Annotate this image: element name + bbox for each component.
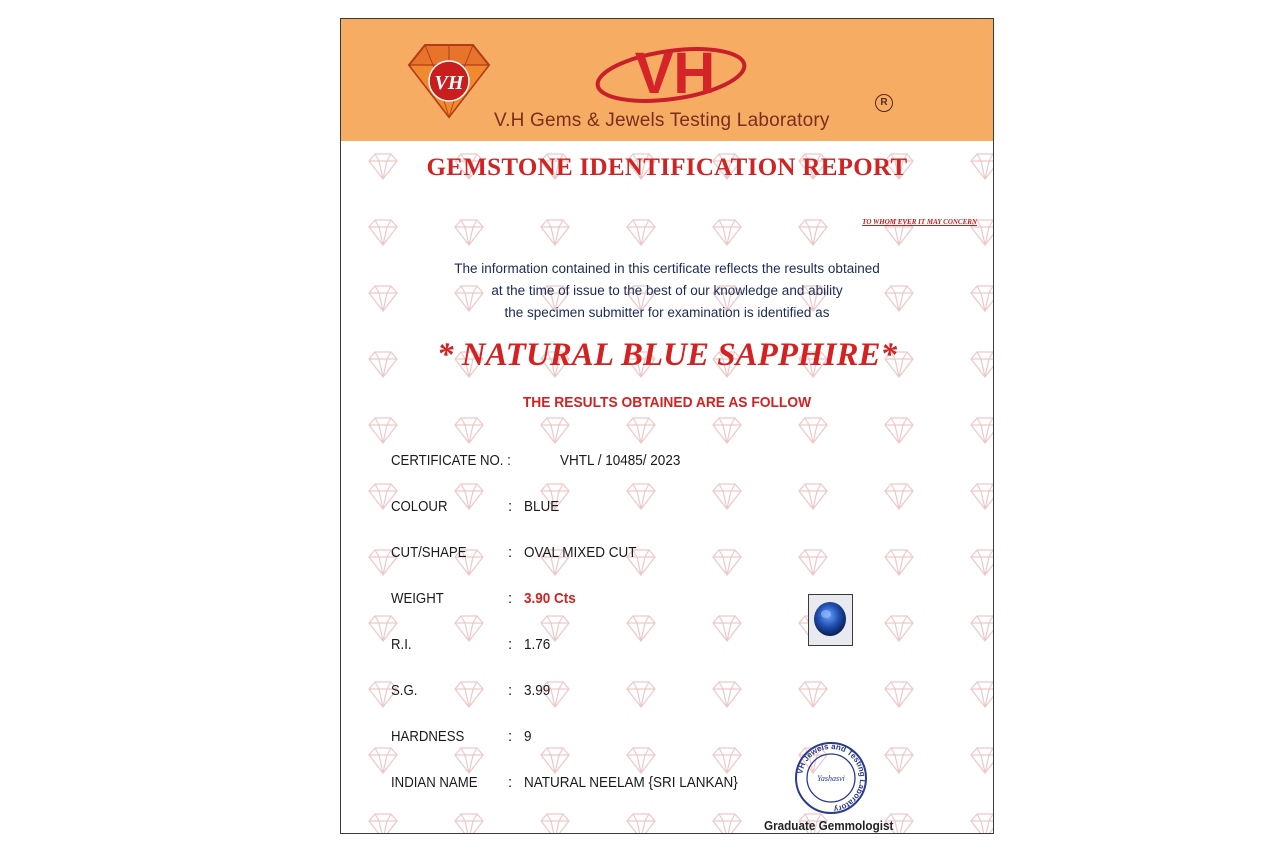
intro-paragraph: [341, 258, 993, 324]
graduate-gemmologist-label: Graduate Gemmologist: [764, 818, 894, 833]
registered-mark-icon: R: [875, 94, 893, 112]
sapphire-stone-icon: [809, 595, 851, 644]
field-label: S.G.: [391, 682, 418, 699]
field-label: CUT/SHAPE: [391, 544, 467, 561]
gemstone-name: * NATURAL BLUE SAPPHIRE*: [437, 337, 897, 373]
laboratory-seal-stamp: [794, 741, 868, 815]
field-value: OVAL MIXED CUT: [524, 544, 637, 561]
field-value: 3.99: [524, 682, 551, 699]
logo-initials: VH: [434, 72, 464, 94]
header-banner: [341, 19, 993, 141]
to-whom-concern: TO WHOM EVER IT MAY CONCERN: [862, 218, 977, 226]
diamond-logo-icon: [403, 39, 495, 121]
field-value: 3.90 Cts: [524, 590, 576, 607]
vh-wordmark-logo: [593, 35, 753, 105]
intro-line-2: at the time of issue to the best of our knowledge and ability: [491, 283, 843, 298]
results-heading: THE RESULTS OBTAINED ARE AS FOLLOW: [522, 394, 812, 411]
field-separator: :: [508, 682, 513, 699]
lab-name: V.H Gems & Jewels Testing Laboratory: [494, 110, 830, 131]
field-label: INDIAN NAME: [391, 774, 478, 791]
intro-line-3: the specimen submitter for examination is identified as: [504, 305, 830, 320]
field-separator: :: [508, 728, 513, 745]
gemstone-photo: [808, 594, 853, 646]
field-separator: :: [508, 544, 513, 561]
field-separator: :: [508, 590, 513, 607]
field-label: HARDNESS: [391, 728, 465, 745]
field-label: R.I.: [391, 636, 412, 653]
field-value: 1.76: [524, 636, 551, 653]
field-separator: :: [508, 498, 513, 515]
seal-signature: Yashasvi: [817, 774, 845, 783]
field-separator: :: [508, 636, 513, 653]
field-value: 9: [524, 728, 532, 745]
field-label: COLOUR: [391, 498, 448, 515]
field-label: CERTIFICATE NO. :: [391, 452, 511, 469]
field-value: NATURAL NEELAM {SRI LANKAN}: [524, 774, 738, 791]
certificate: [340, 18, 994, 834]
report-title: GEMSTONE IDENTIFICATION REPORT: [426, 154, 908, 181]
seal-text: VH Jewels and Testing Laboratory: [795, 741, 868, 814]
wordmark-text: VH: [634, 41, 716, 105]
intro-line-1: The information contained in this certificate reflects the results obtained: [454, 261, 880, 276]
field-label: WEIGHT: [391, 590, 444, 607]
field-separator: :: [508, 774, 513, 791]
field-value: VHTL / 10485/ 2023: [560, 452, 681, 469]
field-value: BLUE: [524, 498, 560, 515]
